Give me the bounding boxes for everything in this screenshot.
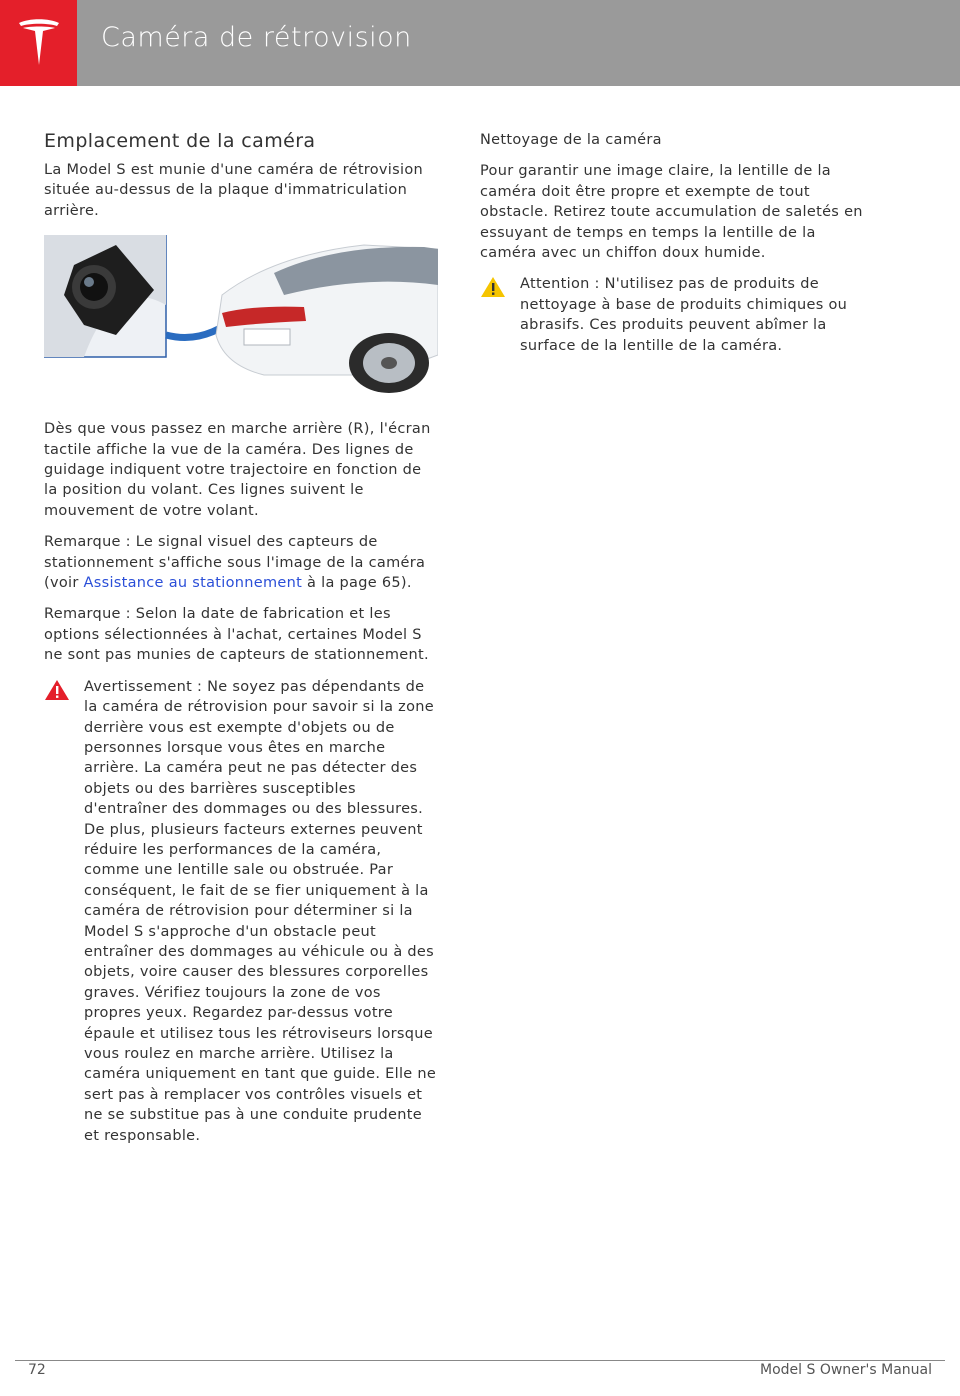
page-header	[0, 0, 960, 86]
caution-text: Attention : N'utilisez pas de produits de nettoyage à base de produits chimiques ou abrasifs. Ces produits peuvent abîmer la surface de la lentille de la caméra.	[520, 276, 848, 354]
warning-text: Avertissement : Ne soyez pas dépendants de la caméra de rétrovision pour savoir si la zone derrière vous est exempte d'objets ou de personnes lorsque vous êtes en marche arrière. La caméra peut ne pas détecter des objets ou des barrières susceptibles d'entraîner des dommages ou des blessures. De plus, plusieurs facteurs externes peuvent réduire les performances de la caméra, comme une lentille sale ou obstruée. Par conséquent, le fait de se fier uniquement à la caméra de rétrovision pour déterminer si la Model S s'approche d'un obstacle peut entraîner des dommages au véhicule ou à des objets, voire causer des blessures corporelles graves. Vérifiez toujours la zone de vos propres yeux. Regardez par-dessus votre épaule et utilisez tous les rétroviseurs lorsque vous roulez en marche arrière. Utilisez la caméra uniquement en tant que guide. Elle ne sert pas à remplacer vos contrôles visuels et ne se substitue pas à une conduite prudente et responsable.	[84, 678, 437, 1144]
manual-name: Model S Owner's Manual	[760, 1362, 932, 1378]
left-column	[44, 130, 438, 1157]
cleaning-paragraph: Pour garantir une image claire, la lentille de la caméra doit être propre et exempte de tout obstacle. Retirez toute accumulation de saletés en essuyant de temps en temps la lentille de la caméra avec un chiffon doux humide.	[480, 163, 863, 262]
note-text-end: à la page 65).	[302, 575, 412, 592]
tesla-logo-icon	[17, 17, 61, 69]
note-parking-sensors	[44, 532, 438, 593]
page-number: 72	[28, 1362, 46, 1378]
car-rear-illustration	[44, 235, 438, 395]
right-column	[480, 130, 872, 367]
note-text-start: Remarque : Le signal visuel des capteurs de stationnement s'affiche sous l'image de la caméra (voir	[44, 534, 426, 592]
section-heading-camera-cleaning: Nettoyage de la caméra	[480, 132, 662, 148]
caution-notice	[480, 274, 872, 356]
note-manufacturing-date: Remarque : Selon la date de fabrication et les options sélectionnées à l'achat, certaines Model S ne sont pas munies de capteurs de stationnement.	[44, 606, 429, 664]
footer-divider	[15, 1360, 945, 1361]
parking-assist-link[interactable]: Assistance au stationnement	[83, 575, 303, 592]
reverse-paragraph: Dès que vous passez en marche arrière (R), l'écran tactile affiche la vue de la caméra. Des lignes de guidage indiquent votre trajectoire en fonction de la position du volant. Ces lignes suivent le mouvement de votre volant.	[44, 421, 431, 519]
intro-paragraph: La Model S est munie d'une caméra de rétrovision située au-dessus de la plaque d'immatriculation arrière.	[44, 162, 423, 219]
caution-icon	[480, 276, 506, 298]
camera-location-figure	[44, 235, 438, 395]
tesla-logo	[0, 0, 77, 86]
section-heading-camera-location: Emplacement de la caméra	[44, 130, 316, 152]
warning-notice	[44, 677, 438, 1146]
page-title: Caméra de rétrovision	[101, 22, 412, 53]
warning-icon	[44, 679, 70, 701]
